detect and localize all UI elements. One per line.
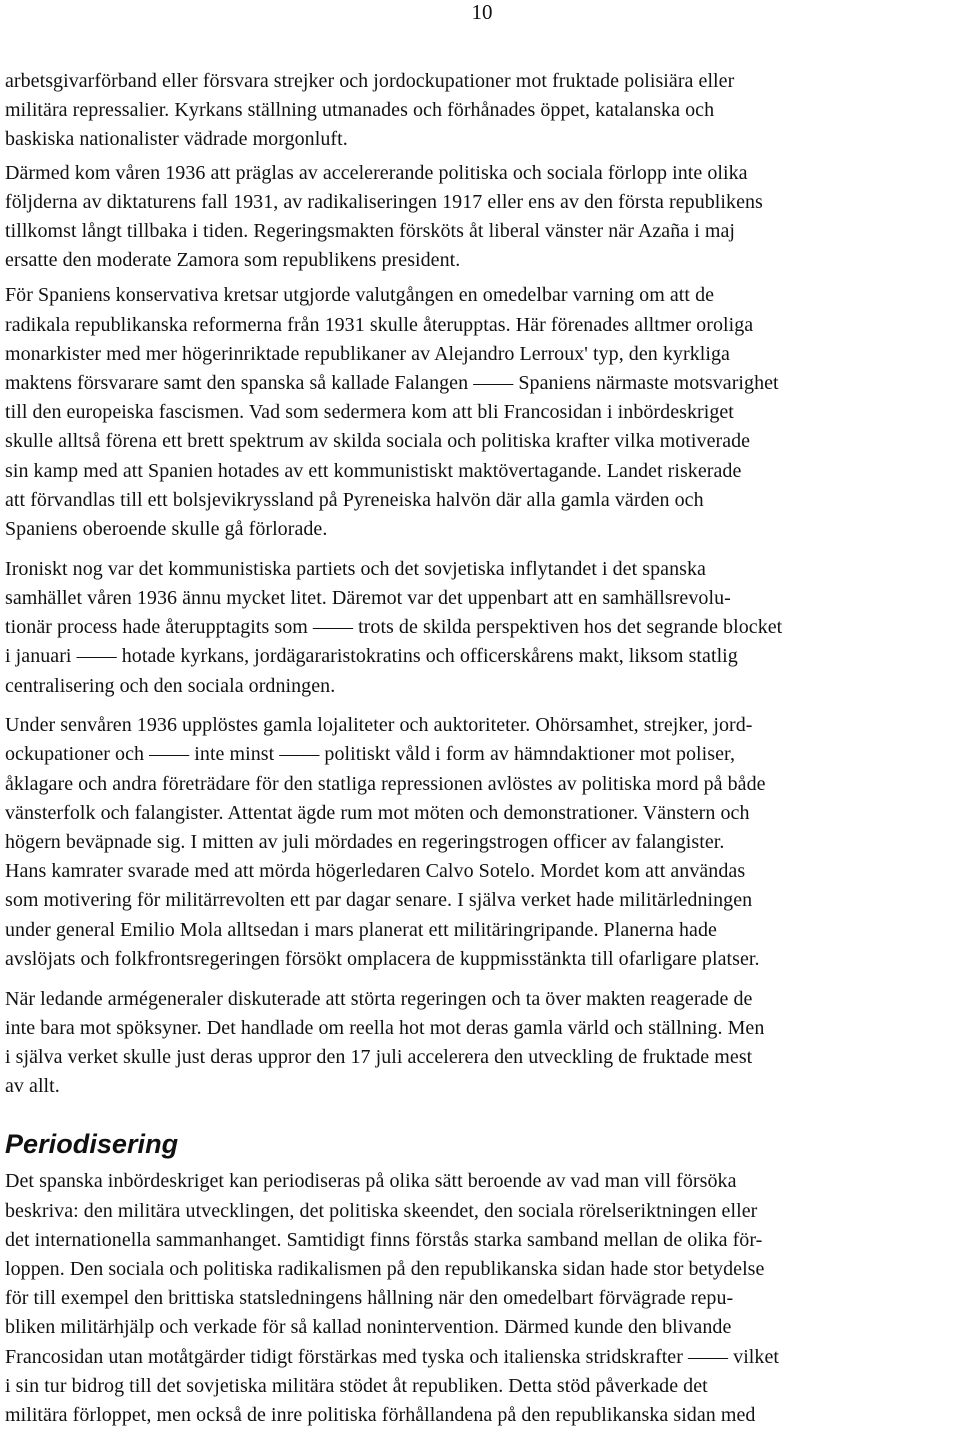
document-body <box>5 67 955 1441</box>
text-line: till den europeiska fascismen. Vad som sedermera kom att bli Francosidan i inbördeskriget <box>5 401 734 424</box>
paragraph-1 <box>5 67 955 155</box>
paragraph-5 <box>5 711 955 974</box>
paragraph-2 <box>5 159 955 276</box>
text-line: följderna av diktaturens fall 1931, av radikaliseringen 1917 eller ens av den första republikens <box>5 190 763 213</box>
text-line: militära repressalier. Kyrkans ställning utmanades och förhånades öppet, katalanska och <box>5 99 715 122</box>
text-line: arbetsgivarförband eller försvara strejker och jordockupationer mot fruktade polisiära eller <box>5 70 735 92</box>
section-paragraph <box>5 1167 955 1430</box>
text-line: beskriva: den militära utvecklingen, det politiska skeendet, den sociala rörelseriktningen eller <box>5 1199 758 1222</box>
text-line: radikala republikanska reformerna från 1931 skulle återupptas. Här förenades alltmer oroliga <box>5 313 754 336</box>
text-line: centralisering och den sociala ordningen. <box>5 674 336 697</box>
text-line: bliken militärhjälp och verkade för så kallad nonintervention. Därmed kunde den blivande <box>5 1316 732 1339</box>
text-line: baskiska nationalister vädrade morgonluft. <box>5 128 348 151</box>
text-line: loppen. Den sociala och politiska radikalismen på den republikanska sidan hade stor betydelse <box>5 1258 765 1281</box>
text-line: i januari —— hotade kyrkans, jordägararistokratins och officerskårens makt, liksom statlig <box>5 645 738 668</box>
text-line: För Spaniens konservativa kretsar utgjorde valutgången en omedelbar varning om att de <box>5 284 715 307</box>
text-line: det internationella sammanhanget. Samtidigt finns förstås starka samband mellan de olika för- <box>5 1228 763 1251</box>
paragraph-4 <box>5 555 955 701</box>
text-line: Därmed kom våren 1936 att präglas av accelererande politiska och sociala förlopp inte olika <box>5 161 748 184</box>
text-line: av allt. <box>5 1075 60 1098</box>
text-line: När ledande armégeneraler diskuterade att störta regeringen och ta över makten reagerade de <box>5 987 753 1010</box>
paragraph-3 <box>5 281 955 544</box>
text-line: samhället våren 1936 ännu mycket litet. Däremot var det uppenbart att en samhällsrevolu- <box>5 586 731 609</box>
text-line: monarkister med mer högerinriktade republikaner av Alejandro Lerroux' typ, den kyrkliga <box>5 342 730 365</box>
text-line: militära förloppet, men också de inre politiska förhållandena på den republikanska sidan med <box>5 1404 756 1427</box>
text-line: åklagare och andra företrädare för den statliga repressionen avlöstes av politiska mord på både <box>5 772 766 795</box>
text-line: vänsterfolk och falangister. Attentat ägde rum mot möten och demonstrationer. Vänstern och <box>5 801 750 824</box>
text-line: Under senvåren 1936 upplöstes gamla lojaliteter och auktoriteter. Ohörsamhet, strejker, jord- <box>5 714 753 737</box>
text-line: sin kamp med att Spanien hotades av ett kommunistiskt maktövertagande. Landet riskerade <box>5 459 742 482</box>
text-line: Francosidan utan motåtgärder tidigt förstärkas med tyska och italienska stridskrafter —— vilket <box>5 1345 779 1368</box>
text-line: Det spanska inbördeskriget kan periodiseras på olika sätt beroende av vad man vill försöka <box>5 1170 737 1193</box>
text-line: under general Emilio Mola alltsedan i mars planerat ett militäringripande. Planerna hade <box>5 918 717 941</box>
text-line: Hans kamrater svarade med att mörda högerledaren Calvo Sotelo. Mordet kom att användas <box>5 860 746 883</box>
section-heading: Periodisering <box>5 1129 179 1160</box>
text-line: skulle alltså förena ett brett spektrum av skilda sociala och politiska krafter vilka motiverade <box>5 430 751 453</box>
text-line: avslöjats och folkfrontsregeringen försökt omplacera de kuppmisstänkta till ofarligare platser. <box>5 947 760 970</box>
text-line: maktens försvarare samt den spanska så kallade Falangen —— Spaniens närmaste motsvarighet <box>5 372 779 395</box>
paragraph-6 <box>5 985 955 1102</box>
text-line: i själva verket skulle just deras uppror den 17 juli accelerera den utveckling de fruktade mest <box>5 1046 753 1068</box>
text-line: högern beväpnade sig. I mitten av juli mördades en regeringstrogen officer av falangister. <box>5 831 725 854</box>
text-line: Spaniens oberoende skulle gå förlorade. <box>5 518 328 541</box>
text-line: i sin tur bidrog till det sovjetiska militära stödet åt republiken. Detta stöd påverkade det <box>5 1374 708 1397</box>
text-line: ersatte den moderate Zamora som republikens president. <box>5 249 461 272</box>
text-line: som motivering för militärrevolten ett par dagar senare. I själva verket hade militärledningen <box>5 889 753 912</box>
page-number: 10 <box>471 0 493 24</box>
text-line: för till exempel den brittiska statsledningens hållning när den omedelbart förvägrade repu- <box>5 1287 734 1310</box>
text-line: tillkomst långt tillbaka i tiden. Regeringsmakten försköts åt liberal vänster när Azaña i maj <box>5 220 736 243</box>
text-line: att förvandlas till ett bolsjevikryssland på Pyreneiska halvön där alla gamla värden och <box>5 488 704 511</box>
text-line: Ironiskt nog var det kommunistiska partiets och det sovjetiska inflytandet i det spanska <box>5 557 706 580</box>
text-line: tionär process hade återupptagits som —— trots de skilda perspektiven hos det segrande blocket <box>5 616 783 639</box>
text-line: ockupationer och —— inte minst —— politiskt våld i form av hämndaktioner mot poliser, <box>5 743 735 766</box>
text-line: inte bara mot spöksyner. Det handlade om reella hot mot deras gamla värld och ställning. Men <box>5 1016 765 1039</box>
